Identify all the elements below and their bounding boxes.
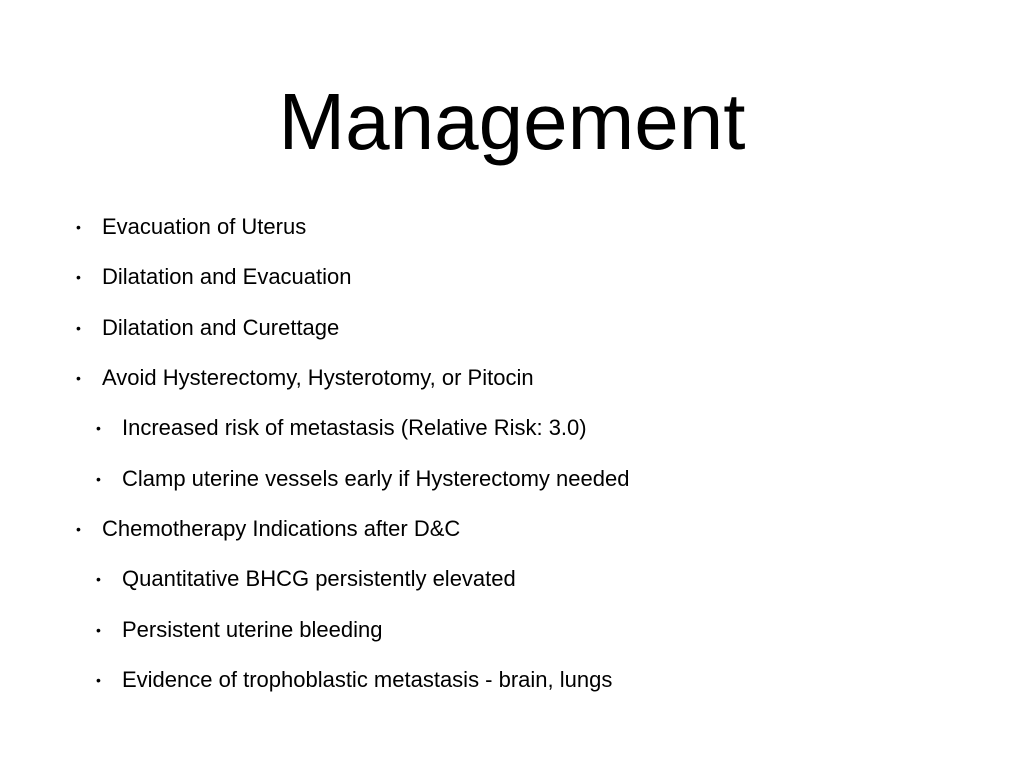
bullet-icon: • [76,269,81,285]
bullet-icon: • [96,420,101,436]
bullet-text: Clamp uterine vessels early if Hysterectomy needed [122,466,630,491]
bullet-icon: • [96,571,101,587]
bullet-icon: • [96,672,101,688]
bullet-text: Quantitative BHCG persistently elevated [122,566,516,591]
bullet-text: Persistent uterine bleeding [122,617,383,642]
bullet-text: Evidence of trophoblastic metastasis - brain, lungs [122,667,613,692]
bullet-icon: • [96,622,101,638]
bullet-icon: • [76,219,81,235]
bullet-text: Avoid Hysterectomy, Hysterotomy, or Pitocin [102,365,534,390]
bullet-icon: • [76,320,81,336]
bullet-text: Dilatation and Curettage [102,315,340,340]
bullet-icon: • [76,370,81,386]
slide-title: Management [278,77,746,166]
bullet-text: Increased risk of metastasis (Relative Risk: 3.0) [122,415,587,440]
bullet-icon: • [96,471,101,487]
bullet-text: Evacuation of Uterus [102,214,307,239]
bullet-text: Dilatation and Evacuation [102,264,352,289]
bullet-text: Chemotherapy Indications after D&C [102,516,461,541]
bullet-icon: • [76,521,81,537]
